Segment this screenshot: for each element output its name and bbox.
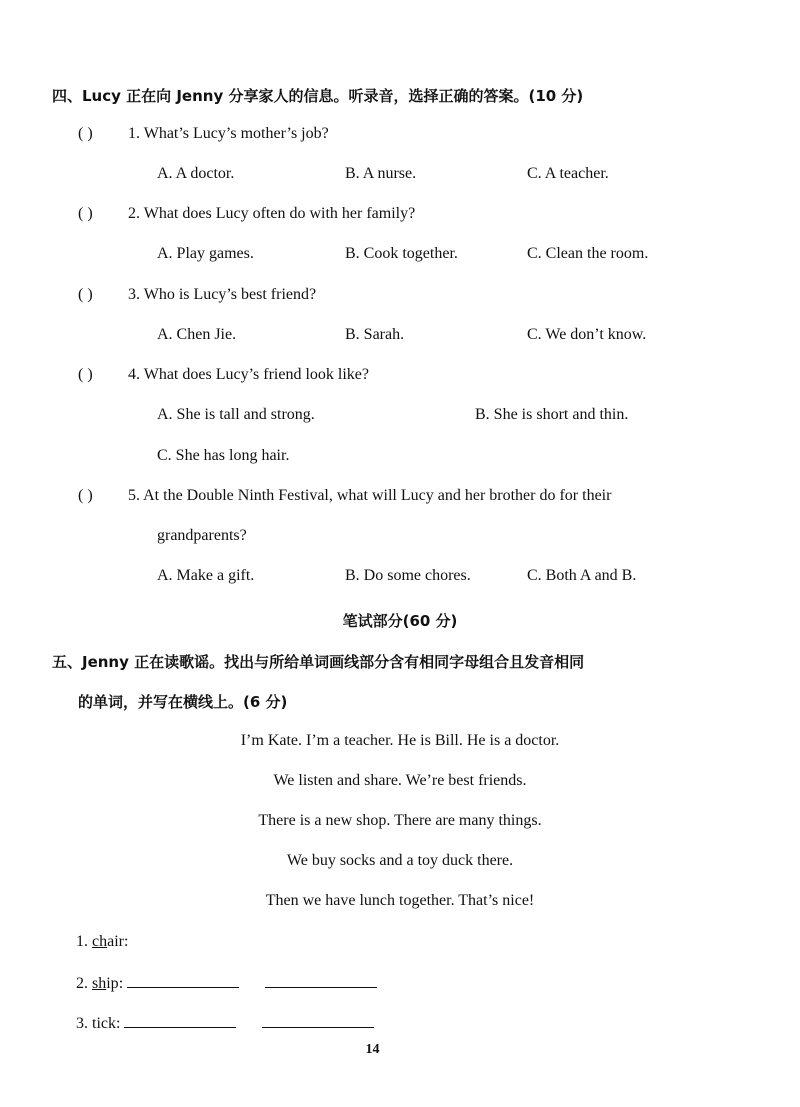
- option-b: B. A nurse.: [345, 165, 417, 182]
- question-text-continued: grandparents?: [157, 527, 247, 544]
- option-a: A. She is tall and strong.: [157, 406, 315, 423]
- option-b: B. Sarah.: [345, 326, 405, 343]
- verse-line: There is a new shop. There are many things.: [258, 812, 542, 829]
- option-b: B. She is short and thin.: [475, 406, 629, 423]
- option-b: B. Cook together.: [345, 245, 458, 262]
- verse-line: We buy socks and a toy duck there.: [286, 852, 514, 869]
- item-number: 1.: [76, 933, 88, 950]
- answer-paren[interactable]: ( ): [78, 366, 93, 383]
- verse-line: I’m Kate. I’m a teacher. He is Bill. He is a doctor.: [240, 732, 560, 749]
- question-text: 2. What does Lucy often do with her family?: [128, 205, 416, 222]
- underlined-letters: sh: [92, 975, 107, 992]
- answer-paren[interactable]: ( ): [78, 125, 93, 142]
- section-4-title: 四、Lucy 正在向 Jenny 分享家人的信息。听录音，选择正确的答案。(10 分): [52, 87, 584, 105]
- option-c: C. Clean the room.: [527, 245, 649, 262]
- item-1: [76, 933, 128, 951]
- option-a: A. A doctor.: [157, 165, 235, 182]
- item-3: [76, 1013, 374, 1033]
- option-a: A. Chen Jie.: [157, 326, 237, 343]
- underlined-letters: ch: [92, 933, 108, 950]
- written-part-title: 笔试部分(60 分): [342, 612, 458, 630]
- word-rest: air: [107, 933, 124, 950]
- answer-blank-2[interactable]: [265, 973, 377, 988]
- question-text: 4. What does Lucy’s friend look like?: [128, 366, 369, 383]
- page-number: 14: [365, 1042, 380, 1057]
- colon: :: [123, 933, 129, 950]
- option-c: C. She has long hair.: [157, 447, 290, 464]
- question-text: 5. At the Double Ninth Festival, what will Lucy and her brother do for their: [128, 487, 612, 504]
- answer-paren[interactable]: ( ): [78, 205, 93, 222]
- item-number: 3.: [76, 1015, 88, 1032]
- option-b: B. Do some chores.: [345, 567, 471, 584]
- verse-line: We listen and share. We’re best friends.: [273, 772, 527, 789]
- colon: :: [116, 1015, 121, 1032]
- answer-paren[interactable]: ( ): [78, 286, 93, 303]
- word-rest: ip: [106, 975, 119, 992]
- item-number: 2.: [76, 975, 88, 992]
- option-c: C. We don’t know.: [527, 326, 647, 343]
- verse-line: Then we have lunch together. That’s nice!: [265, 892, 535, 909]
- answer-blank-1[interactable]: [124, 1013, 236, 1028]
- question-text: 1. What’s Lucy’s mother’s job?: [128, 125, 329, 142]
- question-text: 3. Who is Lucy’s best friend?: [128, 286, 317, 303]
- section-5-title: 五、Jenny 正在读歌谣。找出与所给单词画线部分含有相同字母组合且发音相同: [52, 653, 585, 671]
- item-2: [76, 973, 377, 993]
- option-c: C. Both A and B.: [527, 567, 637, 584]
- word-rest: tick: [92, 1015, 116, 1032]
- section-5-title-continued: 的单词，并写在横线上。(6 分): [78, 693, 288, 711]
- answer-paren[interactable]: ( ): [78, 487, 93, 504]
- answer-blank-2[interactable]: [262, 1013, 374, 1028]
- option-a: A. Play games.: [157, 245, 254, 262]
- colon: :: [118, 975, 124, 992]
- option-a: A. Make a gift.: [157, 567, 255, 584]
- option-c: C. A teacher.: [527, 165, 609, 182]
- answer-blank-1[interactable]: [127, 973, 239, 988]
